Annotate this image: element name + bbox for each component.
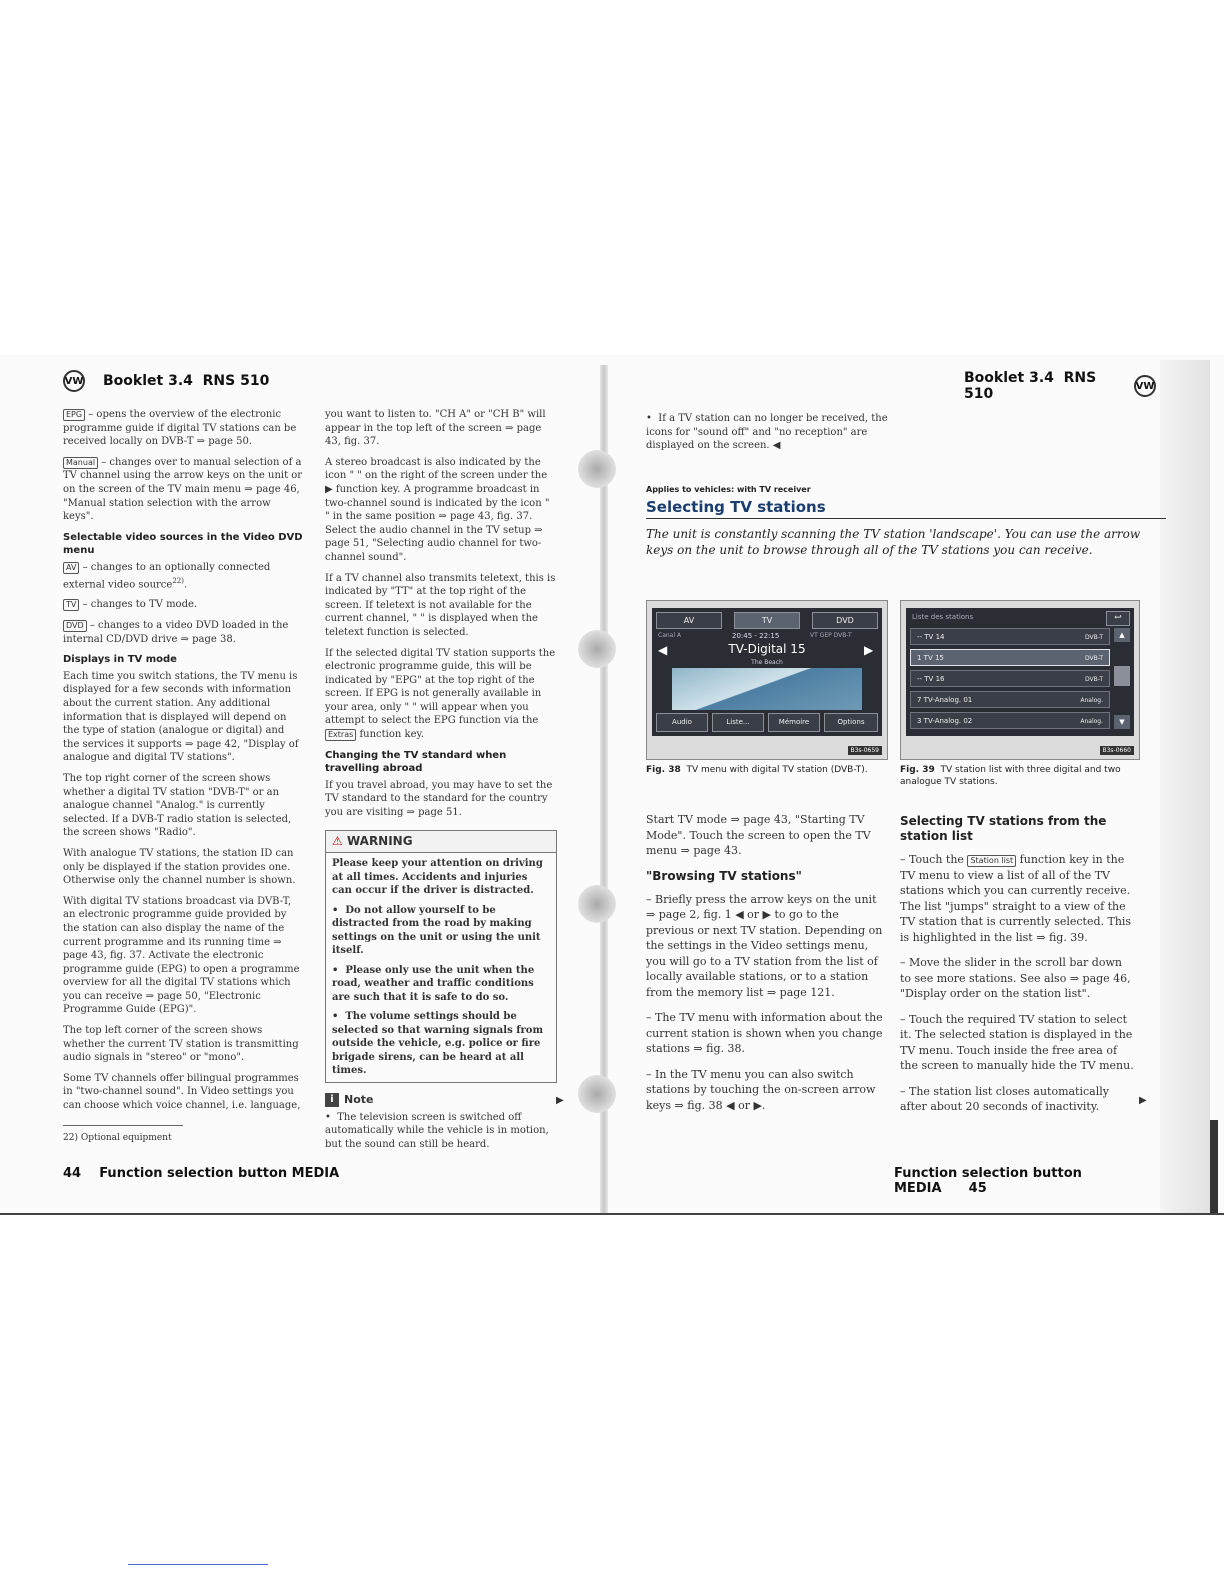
paragraph: Some TV channels offer bilingual programmes in "two-channel sound". In Video settings you can choose which voice channel, i.e. language,	[63, 1072, 301, 1112]
step: – The TV menu with information about the current station is shown when you change stations ⇒ fig. 38.	[646, 1011, 883, 1055]
paragraph: Each time you switch stations, the TV menu is displayed for a few seconds with information about the current station. Any additional information that is displayed will depend on the type of station (analogue or digital) and the services it supports ⇒ page 42, "Display of analogue and digital TV stations".	[63, 670, 299, 764]
channel-label: Canal A	[658, 632, 682, 639]
step: – Move the slider in the scroll bar down to see more stations. See also ⇒ page 46, "Display order on the station list".	[900, 956, 1131, 1000]
list-button[interactable]: Liste...	[712, 713, 764, 732]
flags-label: VT GEP DVB-T	[810, 632, 852, 639]
warning-bullet: • The volume settings should be selected so that warning signals from outside the vehicle, e.g. police or fire brigade sirens, can be heard at all times.	[332, 1011, 544, 1077]
programme-name: The Beach	[751, 659, 783, 666]
tv-picture[interactable]	[672, 668, 862, 710]
heading-changing-standard: Changing the TV standard when travelling abroad	[325, 749, 507, 775]
epg-item: EPG – opens the overview of the electronic programme guide if digital TV stations can be received locally on DVB-T ⇒ page 50.	[63, 409, 297, 448]
page-footer: 44 Function selection button MEDIA	[63, 1166, 340, 1181]
station-row[interactable]: -- TV 14 DVB-T	[910, 628, 1110, 645]
figure-code: B3s-0659	[848, 746, 883, 755]
figure-code: B3s-0660	[1100, 746, 1135, 755]
tab-tv[interactable]: TV	[734, 612, 800, 629]
warning-title: ⚠ WARNING	[326, 831, 556, 854]
tab-dvd[interactable]: DVD	[812, 612, 878, 629]
figure-38-caption: Fig. 38 TV menu with digital TV station (DVB-T).	[646, 765, 868, 775]
page-edge-strip	[1160, 360, 1210, 1215]
warning-text: Please keep your attention on driving at all times. Accidents and injuries can occur if the driver is distracted.	[332, 858, 543, 897]
section-title: Selecting TV stations	[646, 498, 1166, 519]
right-column-1	[646, 812, 886, 1123]
dvd-key: DVD	[63, 620, 87, 632]
paragraph: The top left corner of the screen shows whether the current TV station is transmitting audio signals in "stereo" or "mono".	[63, 1025, 299, 1064]
extras-key: Extras	[325, 729, 356, 741]
page-header	[63, 370, 269, 392]
dvd-item: DVD – changes to a video DVD loaded in the internal CD/DVD drive ⇒ page 38.	[63, 620, 289, 645]
audio-button[interactable]: Audio	[656, 713, 708, 732]
step: – The station list closes automatically after about 20 seconds of inactivity.	[900, 1084, 1109, 1113]
figure-39-caption: Fig. 39 TV station list with three digital and two analogue TV stations.	[900, 765, 1121, 787]
paragraph: A stereo broadcast is also indicated by the icon " " on the right of the screen under the ▶ function key. A programme broadcast in two-channel sound is indicated by the icon " " in the same position ⇒ page 43, fig. 37. Select the audio channel in the TV setup ⇒ page 51, "Selecting audio channel for two-channel sound".	[325, 456, 550, 563]
heading-displays: Displays in TV mode	[63, 654, 177, 666]
prev-arrow-icon[interactable]: ◀	[658, 643, 668, 657]
applies-line: Applies to vehicles: with TV receiver	[646, 485, 811, 494]
warning-bullet: • Do not allow yourself to be distracted from the road by making settings on the unit or using the unit itself.	[332, 904, 541, 957]
page-header	[964, 370, 1156, 402]
paragraph: The top right corner of the screen shows whether a digital TV station "DVB-T" or an analogue channel "Analog." is currently selected. If a DVB-T radio station is selected, the screen shows "Radio".	[63, 772, 292, 839]
scroll-down-icon[interactable]: ▼	[1114, 715, 1130, 729]
spread-bottom-rule	[0, 1213, 1224, 1215]
time-label: 20:45 - 22:15	[732, 632, 780, 640]
continue-arrow-icon: ▶	[556, 1095, 564, 1106]
step: – Briefly press the arrow keys on the unit ⇒ page 2, fig. 1 ◀ or ▶ to go to the previous or next TV station. Depending on the settings in the Video settings menu, you will go to a TV station from the list of locally available stations, or to a station from the memory list ⇒ page 121.	[646, 892, 883, 999]
paragraph: Start TV mode ⇒ page 43, "Starting TV Mode". Touch the screen to open the TV menu ⇒ page 43.	[646, 813, 871, 857]
memory-button[interactable]: Mémoire	[768, 713, 820, 732]
station-list-screen	[906, 608, 1134, 736]
left-column-2	[325, 408, 557, 1159]
manual-item: Manual – changes over to manual selection of a TV channel using the arrow keys on the unit or on the screen of the TV main menu ⇒ page 46, "Manual station selection with the arrow keys".	[63, 456, 303, 523]
station-row[interactable]: 7 TV-Analog. 01 Analog.	[910, 691, 1110, 708]
header-booklet: Booklet 3.4 RNS 510	[103, 373, 270, 389]
heading-station-list: Selecting TV stations from the station list	[900, 814, 1107, 843]
warning-triangle-icon: ⚠	[332, 833, 343, 848]
page-edge-dark	[1210, 1120, 1218, 1215]
paragraph: you want to listen to. "CH A" or "CH B" will appear in the top left of the screen ⇒ page 43, fig. 37.	[325, 409, 546, 448]
scroll-slider[interactable]	[1114, 666, 1130, 686]
options-button[interactable]: Options	[824, 713, 878, 732]
station-name: TV-Digital 15	[728, 642, 806, 656]
right-page	[616, 360, 1156, 1210]
station-row[interactable]: 3 TV-Analog. 02 Analog.	[910, 712, 1110, 729]
vw-logo-icon: VW	[63, 370, 85, 392]
next-arrow-icon[interactable]: ▶	[864, 643, 874, 657]
scan-artifact-line	[128, 1564, 268, 1565]
tv-item: TV – changes to TV mode.	[63, 598, 303, 612]
station-list-key: Station list	[967, 855, 1016, 867]
note-text: • The television screen is switched off automatically while the vehicle is in motion, but the sound can still be heard.	[325, 1111, 549, 1150]
station-row[interactable]: -- TV 16 DVB-T	[910, 670, 1110, 687]
figure-38	[646, 600, 888, 760]
tv-key: TV	[63, 599, 79, 611]
paragraph: With digital TV stations broadcast via DVB-T, an electronic programme guide provided by the station can also display the name of the current programme and its running time ⇒ page 43, fig. 37. Activate the electronic programme guide (EPG) to open a programme overview for all the digital TV stations which you can receive ⇒ page 50, "Electronic Programme Guide (EPG)".	[63, 895, 300, 1016]
warning-body	[326, 853, 556, 1082]
step: – In the TV menu you can also switch stations by touching the on-screen arrow keys ⇒ fig. 38 ◀ or ▶.	[646, 1067, 876, 1112]
header-booklet: Booklet 3.4 RNS 510	[964, 370, 1097, 402]
station-list-title: Liste des stations	[912, 613, 974, 621]
paragraph: If the selected digital TV station supports the electronic programme guide, this will be indicated by "EPG" at the top right of the screen. If EPG is not generally available in your area, only " " will appear when you attempt to select the EPG function via the Extras function key.	[325, 647, 556, 741]
warning-box	[325, 830, 557, 1083]
av-key: AV	[63, 562, 79, 574]
tab-av[interactable]: AV	[656, 612, 722, 629]
scroll-up-icon[interactable]: ▲	[1114, 628, 1130, 642]
right-column-2	[900, 810, 1136, 1125]
paragraph: With analogue TV stations, the station ID can only be displayed if the station provides one. Otherwise only the channel number is shown.	[63, 847, 296, 887]
vw-logo-icon: VW	[1134, 375, 1156, 397]
info-icon: i	[325, 1093, 339, 1107]
back-icon[interactable]: ↩	[1106, 611, 1130, 626]
av-item: AV – changes to an optionally connected external video source$^{22)}$.	[63, 561, 271, 590]
footnote: 22) Optional equipment	[63, 1133, 172, 1143]
continue-arrow-icon: ▶	[1139, 1095, 1147, 1106]
left-page	[28, 360, 588, 1210]
station-row-selected[interactable]: 1 TV 15 DVB-T	[910, 649, 1110, 666]
tv-menu-screen	[652, 608, 882, 736]
paragraph: If a TV channel also transmits teletext, this is indicated by "TT" at the top right of the screen. If teletext is not available for the current channel, " " is displayed when the teletext function is selected.	[325, 572, 556, 638]
note-title: i Note	[325, 1093, 557, 1107]
manual-key: Manual	[63, 457, 98, 469]
step: – Touch the required TV station to select it. The selected station is displayed in the TV menu. Touch inside the free area of the screen to manually hide the TV menu.	[900, 1012, 1134, 1072]
paragraph: If you travel abroad, you may have to set the TV standard to the standard for the country you are visiting ⇒ page 51.	[325, 779, 553, 819]
step: – Touch the Station list function key in the TV menu to view a list of all of the TV stations which you can currently receive. The list "jumps" straight to a view of the TV station that is currently selected. This is highlighted in the list ⇒ fig. 39.	[900, 853, 1132, 944]
page-footer: Function selection button MEDIA 45	[894, 1166, 1082, 1196]
intro-text: The unit is constantly scanning the TV station 'landscape'. You can use the arrow keys on the unit to browse through all of the TV stations you can receive.	[646, 527, 1141, 557]
left-column-1	[63, 408, 303, 1120]
figure-39	[900, 600, 1140, 760]
scroll-bar[interactable]	[1114, 628, 1130, 729]
heading-video-sources: Selectable video sources in the Video DVD menu	[63, 531, 303, 557]
warning-bullet: • Please only use the unit when the road, weather and traffic conditions are such that it is safe to do so.	[332, 964, 535, 1003]
footnote-rule	[63, 1125, 183, 1126]
top-text: • If a TV station can no longer be received, the icons for "sound off" and "no reception" are displayed on the screen. ◀	[646, 413, 888, 452]
heading-browsing: "Browsing TV stations"	[646, 868, 802, 883]
epg-key: EPG	[63, 409, 85, 421]
